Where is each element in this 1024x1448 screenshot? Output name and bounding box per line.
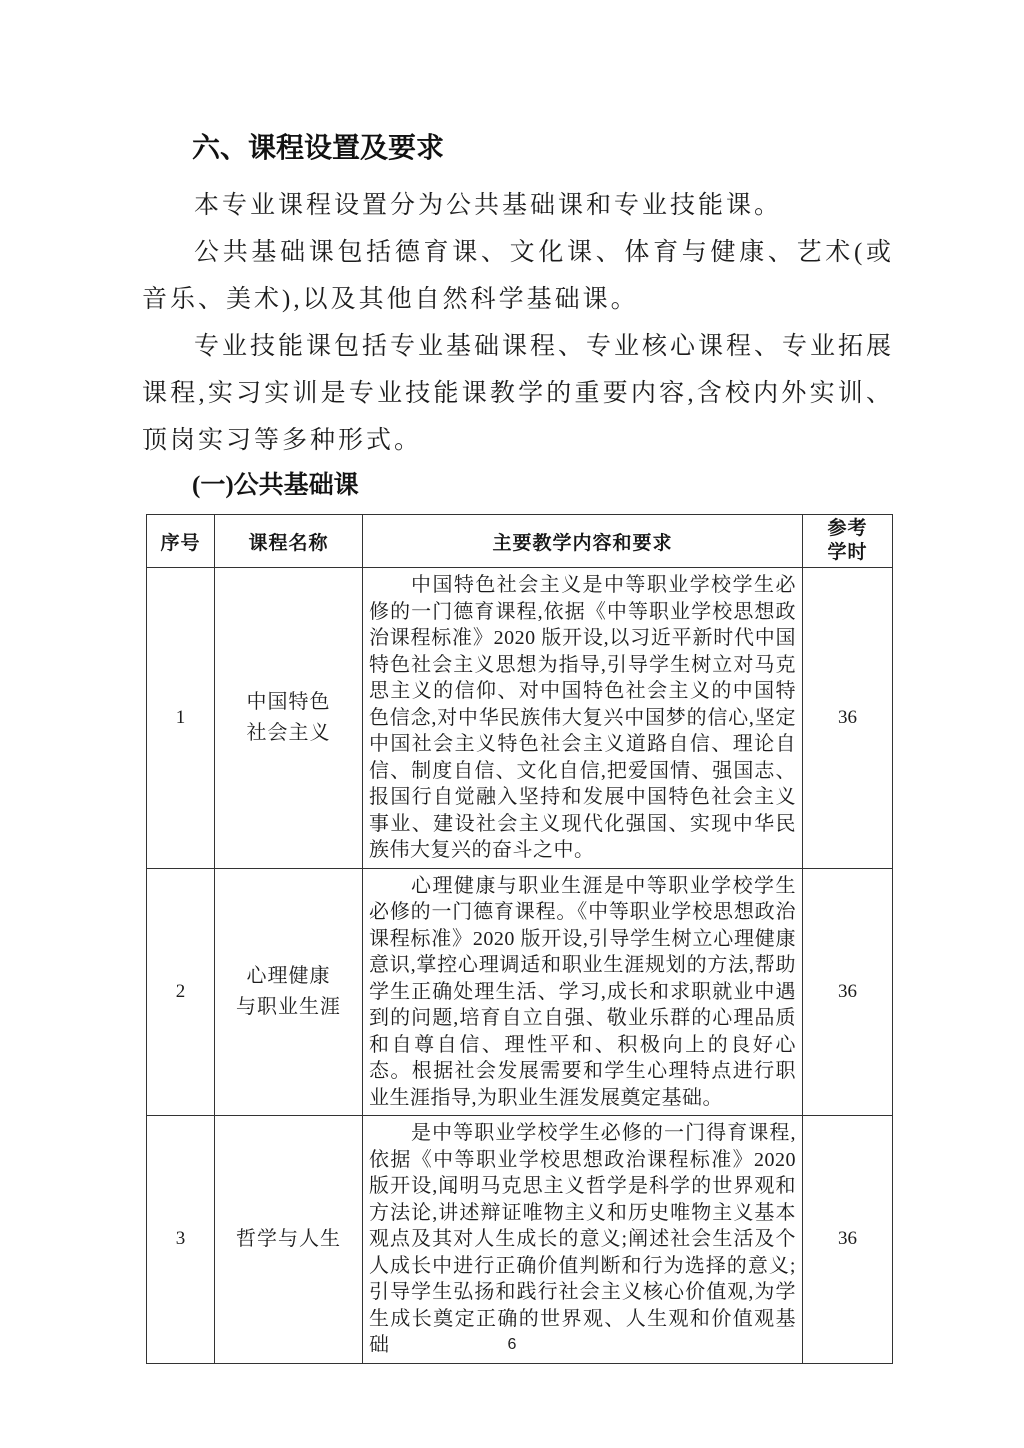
course-number: 3 — [147, 1116, 215, 1364]
col-header-hours — [803, 515, 893, 568]
course-content: 是中等职业学校学生必修的一门得育课程,依据《中等职业学校思想政治课程标准》2020 版开设,闻明马克思主义哲学是科学的世界观和方法论,讲述辩证唯物主义和历史唯物主义基本观点及其对人生成长的意义;阐述社会生活及个人成长中进行正确价值判断和行为选择的意义;引导学生弘扬和践行社会主义核心价值观,为学生成长奠定正确的世界观、人生观和价值观基础 — [363, 1116, 803, 1364]
paragraph-intro: 本专业课程设置分为公共基础课和专业技能课。 — [194, 192, 783, 219]
table-header-row — [147, 515, 893, 568]
course-name — [215, 868, 363, 1116]
paragraph-skill-courses: 专业技能课包括专业基础课程、专业核心课程、专业拓展课程,实习实训是专业技能课教学的重要内容,含校内外实训、顶岗实习等多种形式。 — [142, 333, 895, 454]
public-basic-course-table — [146, 514, 893, 1364]
course-name-line: 社会主义 — [246, 721, 331, 744]
course-hours: 36 — [803, 1116, 893, 1364]
table-row — [147, 568, 893, 869]
course-content: 心理健康与职业生涯是中等职业学校学生必修的一门德育课程。《中等职业学校思想政治课程标准》2020 版开设,引导学生树立心理健康意识,掌控心理调适和职业生涯规划的方法,帮助学生正确处理生活、学习,成长和求职就业中遇到的问题,培育自立自强、敬业乐群的心理品质和自尊自信、理性平和、积极向上的良好心态。根据社会发展需要和学生心理特点进行职业生涯指导,为职业生涯发展奠定基础。 — [363, 868, 803, 1116]
page-content — [142, 0, 894, 1364]
course-content: 中国特色社会主义是中等职业学校学生必修的一门德育课程,依据《中等职业学校思想政治课程标准》2020 版开设,以习近平新时代中国特色社会主义思想为指导,引导学生树立对马克思主义的信仰、对中国特色社会主义的中国特色信念,对中华民族伟大复兴中国梦的信心,坚定中国社会主义特色社会主义道路自信、理论自信、制度自信、文化自信,把爱国情、强国志、报国行自觉融入坚持和发展中国特色社会主义事业、建设社会主义现代化强国、实现中华民族伟大复兴的奋斗之中。 — [363, 568, 803, 869]
course-name-line: 中国特色 — [246, 690, 331, 713]
course-name-line: 哲学与人生 — [236, 1227, 341, 1250]
col-header-course-name: 课程名称 — [215, 515, 363, 568]
course-hours: 36 — [803, 568, 893, 869]
table-row — [147, 1116, 893, 1364]
course-name — [215, 568, 363, 869]
page-number: 6 — [507, 1336, 517, 1353]
col-header-hours-label: 参考学时 — [827, 518, 868, 563]
subsection-title: (一)公共基础课 — [192, 472, 359, 499]
paragraph-public-courses: 公共基础课包括德育课、文化课、体育与健康、艺术(或音乐、美术),以及其他自然科学基础课。 — [142, 239, 894, 313]
col-header-number: 序号 — [147, 515, 215, 568]
course-name-line: 与职业生涯 — [236, 995, 341, 1018]
col-header-content: 主要教学内容和要求 — [363, 515, 803, 568]
section-title: 六、课程设置及要求 — [192, 132, 445, 163]
table-row — [147, 868, 893, 1116]
course-name-line: 心理健康 — [246, 964, 331, 987]
course-name — [215, 1116, 363, 1364]
course-number: 1 — [147, 568, 215, 869]
course-hours: 36 — [803, 868, 893, 1116]
course-number: 2 — [147, 868, 215, 1116]
